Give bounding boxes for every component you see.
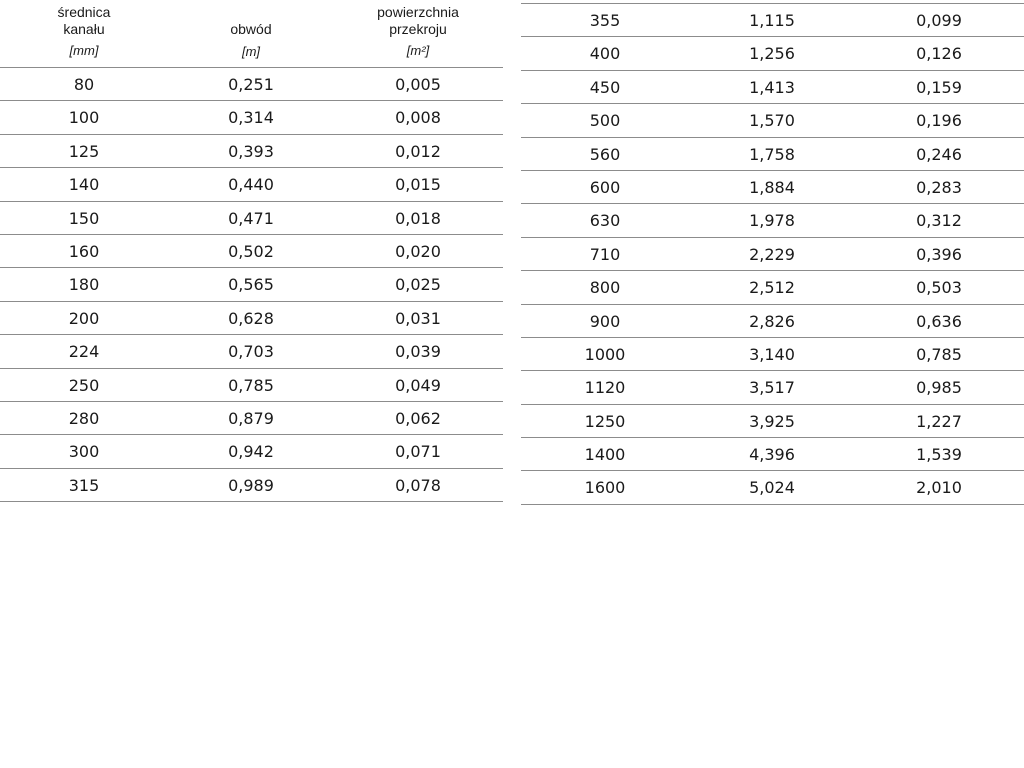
- cell-area: 0,099: [916, 11, 962, 30]
- cell-area: 0,503: [916, 278, 962, 298]
- cell-diameter: 1250: [584, 411, 626, 431]
- cell-diameter: 160: [68, 241, 100, 261]
- cell-circumference: 0,628: [228, 308, 274, 328]
- cell-area: 0,126: [916, 44, 962, 64]
- cell-circumference: 0,314: [228, 108, 274, 128]
- header-diameter-unit: [mm]: [69, 43, 99, 58]
- cell-diameter: 710: [589, 244, 621, 264]
- table-row: [0, 402, 503, 435]
- cell-circumference: 0,251: [228, 75, 274, 94]
- cell-area: 1,539: [916, 445, 962, 465]
- cell-diameter: 150: [68, 208, 100, 228]
- cell-diameter: 315: [68, 475, 100, 495]
- cell-diameter: 400: [589, 44, 621, 64]
- cell-circumference: 0,565: [228, 275, 274, 295]
- cell-area: 0,985: [916, 378, 962, 398]
- table-row: [0, 101, 503, 134]
- table-row: [521, 305, 1024, 338]
- table-row: [0, 135, 503, 168]
- cell-diameter: 630: [589, 211, 621, 231]
- cell-area: 0,071: [395, 442, 441, 462]
- cell-circumference: 1,884: [749, 177, 795, 197]
- cell-area: 0,078: [395, 475, 441, 495]
- cell-circumference: 0,502: [228, 241, 274, 261]
- cell-diameter: 250: [68, 375, 100, 395]
- header-circumference-unit: [m]: [241, 44, 261, 59]
- cell-diameter: 1400: [584, 445, 626, 465]
- table-body-left: [0, 68, 503, 502]
- table-row: [521, 405, 1024, 438]
- table-row: [521, 338, 1024, 371]
- cell-circumference: 2,826: [749, 311, 795, 331]
- table-row: [521, 271, 1024, 304]
- cell-area: 0,005: [395, 75, 441, 94]
- table-row: [0, 202, 503, 235]
- table-row: [0, 235, 503, 268]
- table-row: [521, 438, 1024, 471]
- table-row: [0, 68, 503, 101]
- cell-area: 0,785: [916, 344, 962, 364]
- cell-area: 0,012: [395, 141, 441, 161]
- cell-diameter: 300: [68, 442, 100, 462]
- cell-area: 0,025: [395, 275, 441, 295]
- cell-circumference: 5,024: [749, 478, 795, 498]
- table-row: [521, 238, 1024, 271]
- cell-area: 0,246: [916, 144, 962, 164]
- cell-area: 0,312: [916, 211, 962, 231]
- table-row: [521, 471, 1024, 504]
- cell-diameter: 1600: [584, 478, 626, 498]
- table-row: [521, 371, 1024, 404]
- cell-diameter: 200: [68, 308, 100, 328]
- cell-area: 0,636: [916, 311, 962, 331]
- cell-area: 0,015: [395, 175, 441, 195]
- cell-diameter: 224: [68, 342, 100, 362]
- header-diameter-line2: kanału: [63, 21, 105, 37]
- cell-diameter: 100: [68, 108, 100, 128]
- cell-diameter: 80: [73, 75, 95, 94]
- cell-diameter: 800: [589, 278, 621, 298]
- table-row: [0, 268, 503, 301]
- cell-area: 1,227: [916, 411, 962, 431]
- table-row: [521, 204, 1024, 237]
- cell-circumference: 3,517: [749, 378, 795, 398]
- cell-diameter: 1000: [584, 344, 626, 364]
- cell-diameter: 560: [589, 144, 621, 164]
- cell-circumference: 2,229: [749, 244, 795, 264]
- table-row: [0, 469, 503, 502]
- cell-circumference: 3,140: [749, 344, 795, 364]
- cell-circumference: 3,925: [749, 411, 795, 431]
- cell-circumference: 1,758: [749, 144, 795, 164]
- cell-area: 0,039: [395, 342, 441, 362]
- header-area: [352, 4, 484, 72]
- table-row: [0, 302, 503, 335]
- cell-circumference: 0,942: [228, 442, 274, 462]
- header-area-line2: przekroju: [389, 21, 447, 37]
- cell-circumference: 0,703: [228, 342, 274, 362]
- cell-diameter: 125: [68, 141, 100, 161]
- table-row: [0, 369, 503, 402]
- cell-area: 0,049: [395, 375, 441, 395]
- cell-diameter: 140: [68, 175, 100, 195]
- cell-circumference: 2,512: [749, 278, 795, 298]
- cell-area: 0,396: [916, 244, 962, 264]
- cell-area: 0,283: [916, 177, 962, 197]
- cell-diameter: 900: [589, 311, 621, 331]
- table-row: [521, 37, 1024, 70]
- header-diameter: [34, 4, 134, 72]
- cell-circumference: 4,396: [749, 445, 795, 465]
- cell-diameter: 450: [589, 77, 621, 97]
- cell-circumference: 0,989: [228, 475, 274, 495]
- table-header: [0, 0, 503, 68]
- table-row: [521, 104, 1024, 137]
- cell-diameter: 600: [589, 177, 621, 197]
- table-row: [0, 435, 503, 468]
- table-body-right: [521, 4, 1024, 505]
- header-area-line1: powierzchnia: [377, 4, 459, 20]
- cell-diameter: 1120: [584, 378, 626, 398]
- cell-circumference: 0,879: [228, 408, 274, 428]
- cell-area: 0,062: [395, 408, 441, 428]
- table-row: [521, 71, 1024, 104]
- cell-diameter: 355: [589, 11, 621, 30]
- cell-circumference: 0,440: [228, 175, 274, 195]
- cell-area: 0,159: [916, 77, 962, 97]
- cell-area: 0,008: [395, 108, 441, 128]
- cell-area: 0,196: [916, 111, 962, 131]
- cell-circumference: 0,785: [228, 375, 274, 395]
- duct-table-right: [521, 0, 1024, 505]
- table-row: [521, 171, 1024, 204]
- cell-circumference: 1,413: [749, 77, 795, 97]
- cell-circumference: 0,393: [228, 141, 274, 161]
- cell-circumference: 1,978: [749, 211, 795, 231]
- cell-diameter: 500: [589, 111, 621, 131]
- table-row: [521, 138, 1024, 171]
- cell-circumference: 1,570: [749, 111, 795, 131]
- cell-circumference: 1,115: [749, 11, 795, 30]
- cell-circumference: 0,471: [228, 208, 274, 228]
- header-diameter-line1: średnica: [57, 4, 111, 20]
- cell-area: 0,018: [395, 208, 441, 228]
- cell-area: 0,020: [395, 241, 441, 261]
- cell-area: 0,031: [395, 308, 441, 328]
- cell-diameter: 280: [68, 408, 100, 428]
- cell-circumference: 1,256: [749, 44, 795, 64]
- table-row: [0, 168, 503, 201]
- duct-table-left: [0, 0, 503, 502]
- cell-diameter: 180: [68, 275, 100, 295]
- table-row: [0, 335, 503, 368]
- table-row: [521, 4, 1024, 37]
- header-circumference-label: obwód: [230, 21, 272, 37]
- cell-area: 2,010: [916, 478, 962, 498]
- header-area-unit: [m²]: [406, 43, 430, 58]
